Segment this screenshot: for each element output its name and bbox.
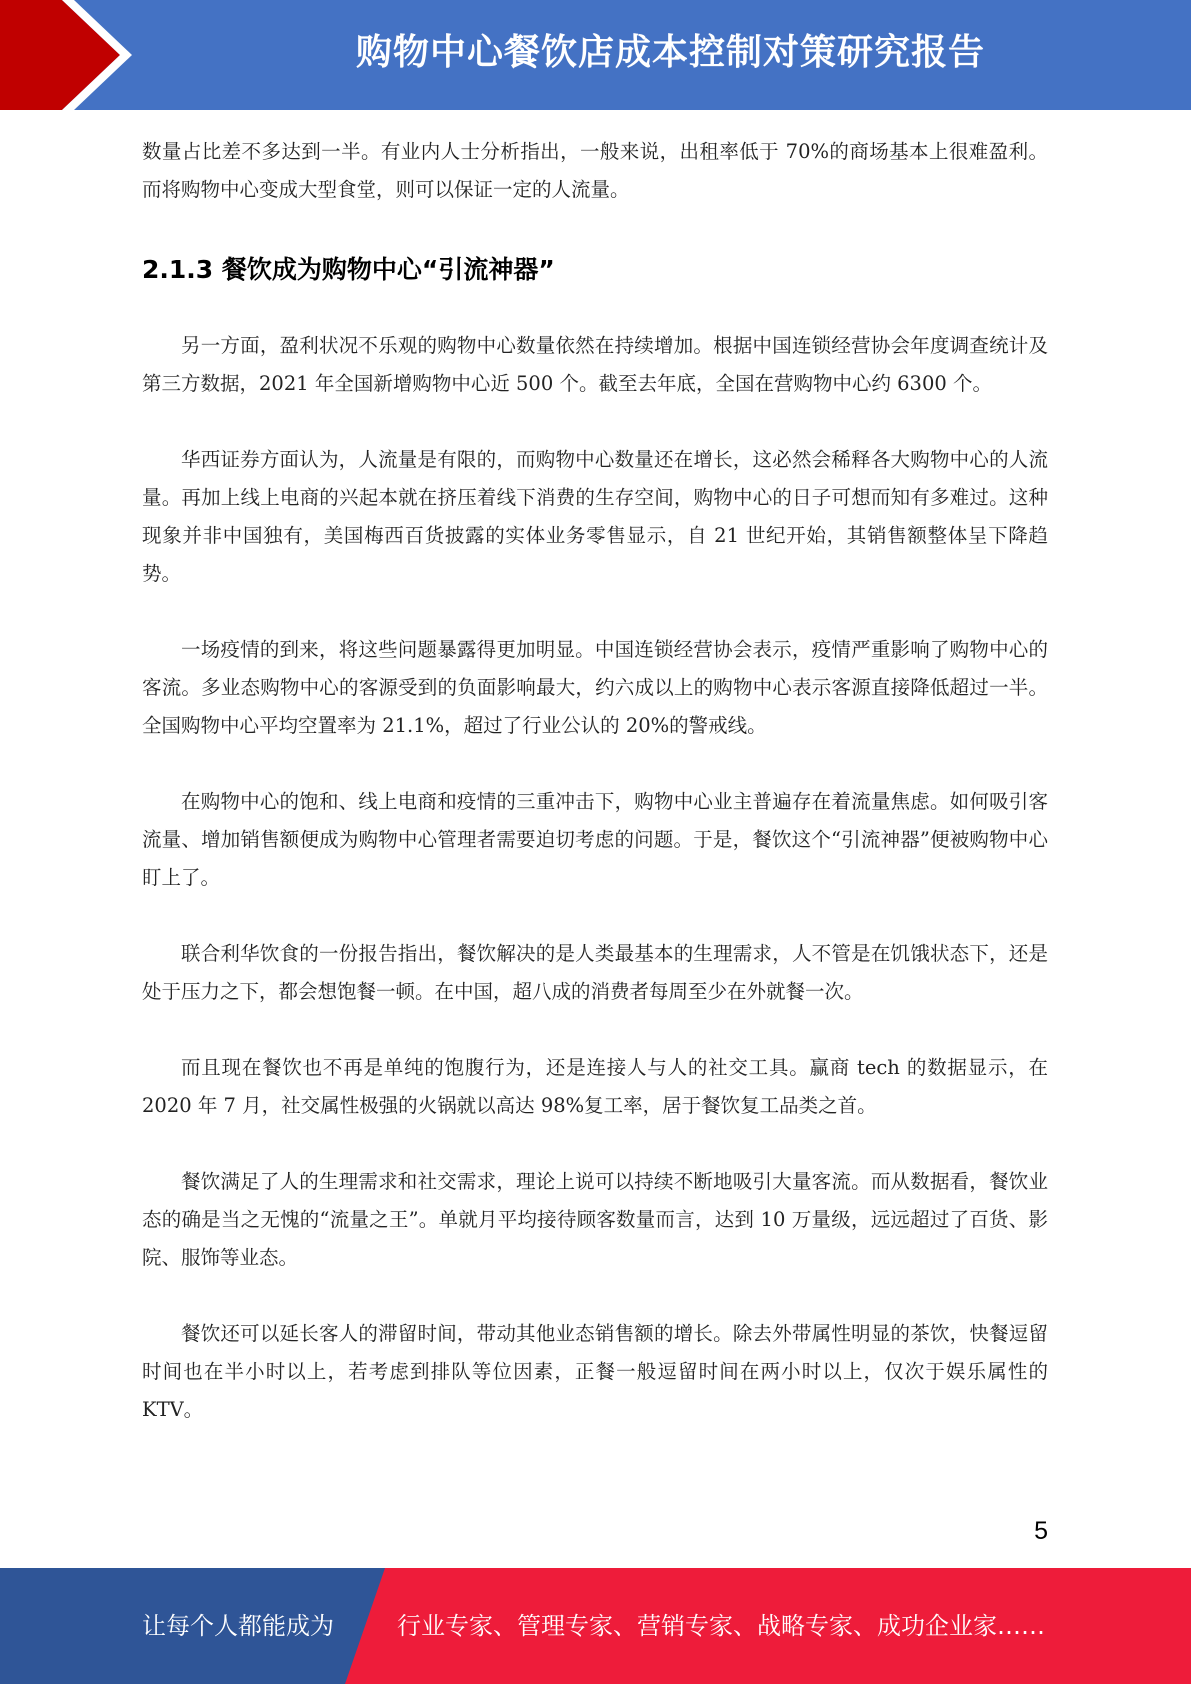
- header-arrow-decoration: [0, 0, 160, 110]
- page-footer: [0, 1568, 1191, 1684]
- paragraph: 而且现在餐饮也不再是单纯的饱腹行为，还是连接人与人的社交工具。赢商 tech 的数据显示，在 2020 年 7 月，社交属性极强的火锅就以高达 98%复工率，居于餐饮复工品类之首。: [142, 1056, 1048, 1117]
- paragraph: 另一方面，盈利状况不乐观的购物中心数量依然在持续增加。根据中国连锁经营协会年度调查统计及第三方数据，2021 年全国新增购物中心近 500 个。截至去年底，全国在营购物中心约 6300 个。: [142, 334, 1048, 395]
- section-heading: 2.1.3 餐饮成为购物中心“引流神器”: [142, 255, 555, 284]
- paragraph: 餐饮还可以延长客人的滞留时间，带动其他业态销售额的增长。除去外带属性明显的茶饮，快餐逗留时间也在半小时以上，若考虑到排队等位因素，正餐一般逗留时间在两小时以上，仅次于娱乐属性的 KTV。: [142, 1322, 1048, 1421]
- paragraph: 联合利华饮食的一份报告指出，餐饮解决的是人类最基本的生理需求，人不管是在饥饿状态下，还是处于压力之下，都会想饱餐一顿。在中国，超八成的消费者每周至少在外就餐一次。: [142, 942, 1048, 1003]
- footer-slogan-right: 行业专家、管理专家、营销专家、战略专家、成功企业家……: [397, 1612, 1045, 1640]
- page-number: 5: [1034, 1517, 1048, 1545]
- report-title: 购物中心餐饮店成本控制对策研究报告: [355, 32, 985, 73]
- intro-paragraph: 数量占比差不多达到一半。有业内人士分析指出，一般来说，出租率低于 70%的商场基本上很难盈利。而将购物中心变成大型食堂，则可以保证一定的人流量。: [142, 140, 1048, 201]
- paragraph: 餐饮满足了人的生理需求和社交需求，理论上说可以持续不断地吸引大量客流。而从数据看，餐饮业态的确是当之无愧的“流量之王”。单就月平均接待顾客数量而言，达到 10 万量级，远远超过了百货、影院、服饰等业态。: [142, 1170, 1048, 1269]
- footer-slogan-left: 让每个人都能成为: [142, 1612, 334, 1640]
- page-header: [0, 0, 1191, 110]
- paragraph: 华西证券方面认为，人流量是有限的，而购物中心数量还在增长，这必然会稀释各大购物中心的人流量。再加上线上电商的兴起本就在挤压着线下消费的生存空间，购物中心的日子可想而知有多难过。这种现象并非中国独有，美国梅西百货披露的实体业务零售显示，自 21 世纪开始，其销售额整体呈下降趋势。: [142, 448, 1048, 585]
- paragraph: 在购物中心的饱和、线上电商和疫情的三重冲击下，购物中心业主普遍存在着流量焦虑。如何吸引客流量、增加销售额便成为购物中心管理者需要迫切考虑的问题。于是，餐饮这个“引流神器”便被购物中心盯上了。: [142, 790, 1048, 889]
- document-body: [142, 133, 1048, 1467]
- paragraph: 一场疫情的到来，将这些问题暴露得更加明显。中国连锁经营协会表示，疫情严重影响了购物中心的客流。多业态购物中心的客源受到的负面影响最大，约六成以上的购物中心表示客源直接降低超过一半。全国购物中心平均空置率为 21.1%，超过了行业公认的 20%的警戒线。: [142, 638, 1048, 737]
